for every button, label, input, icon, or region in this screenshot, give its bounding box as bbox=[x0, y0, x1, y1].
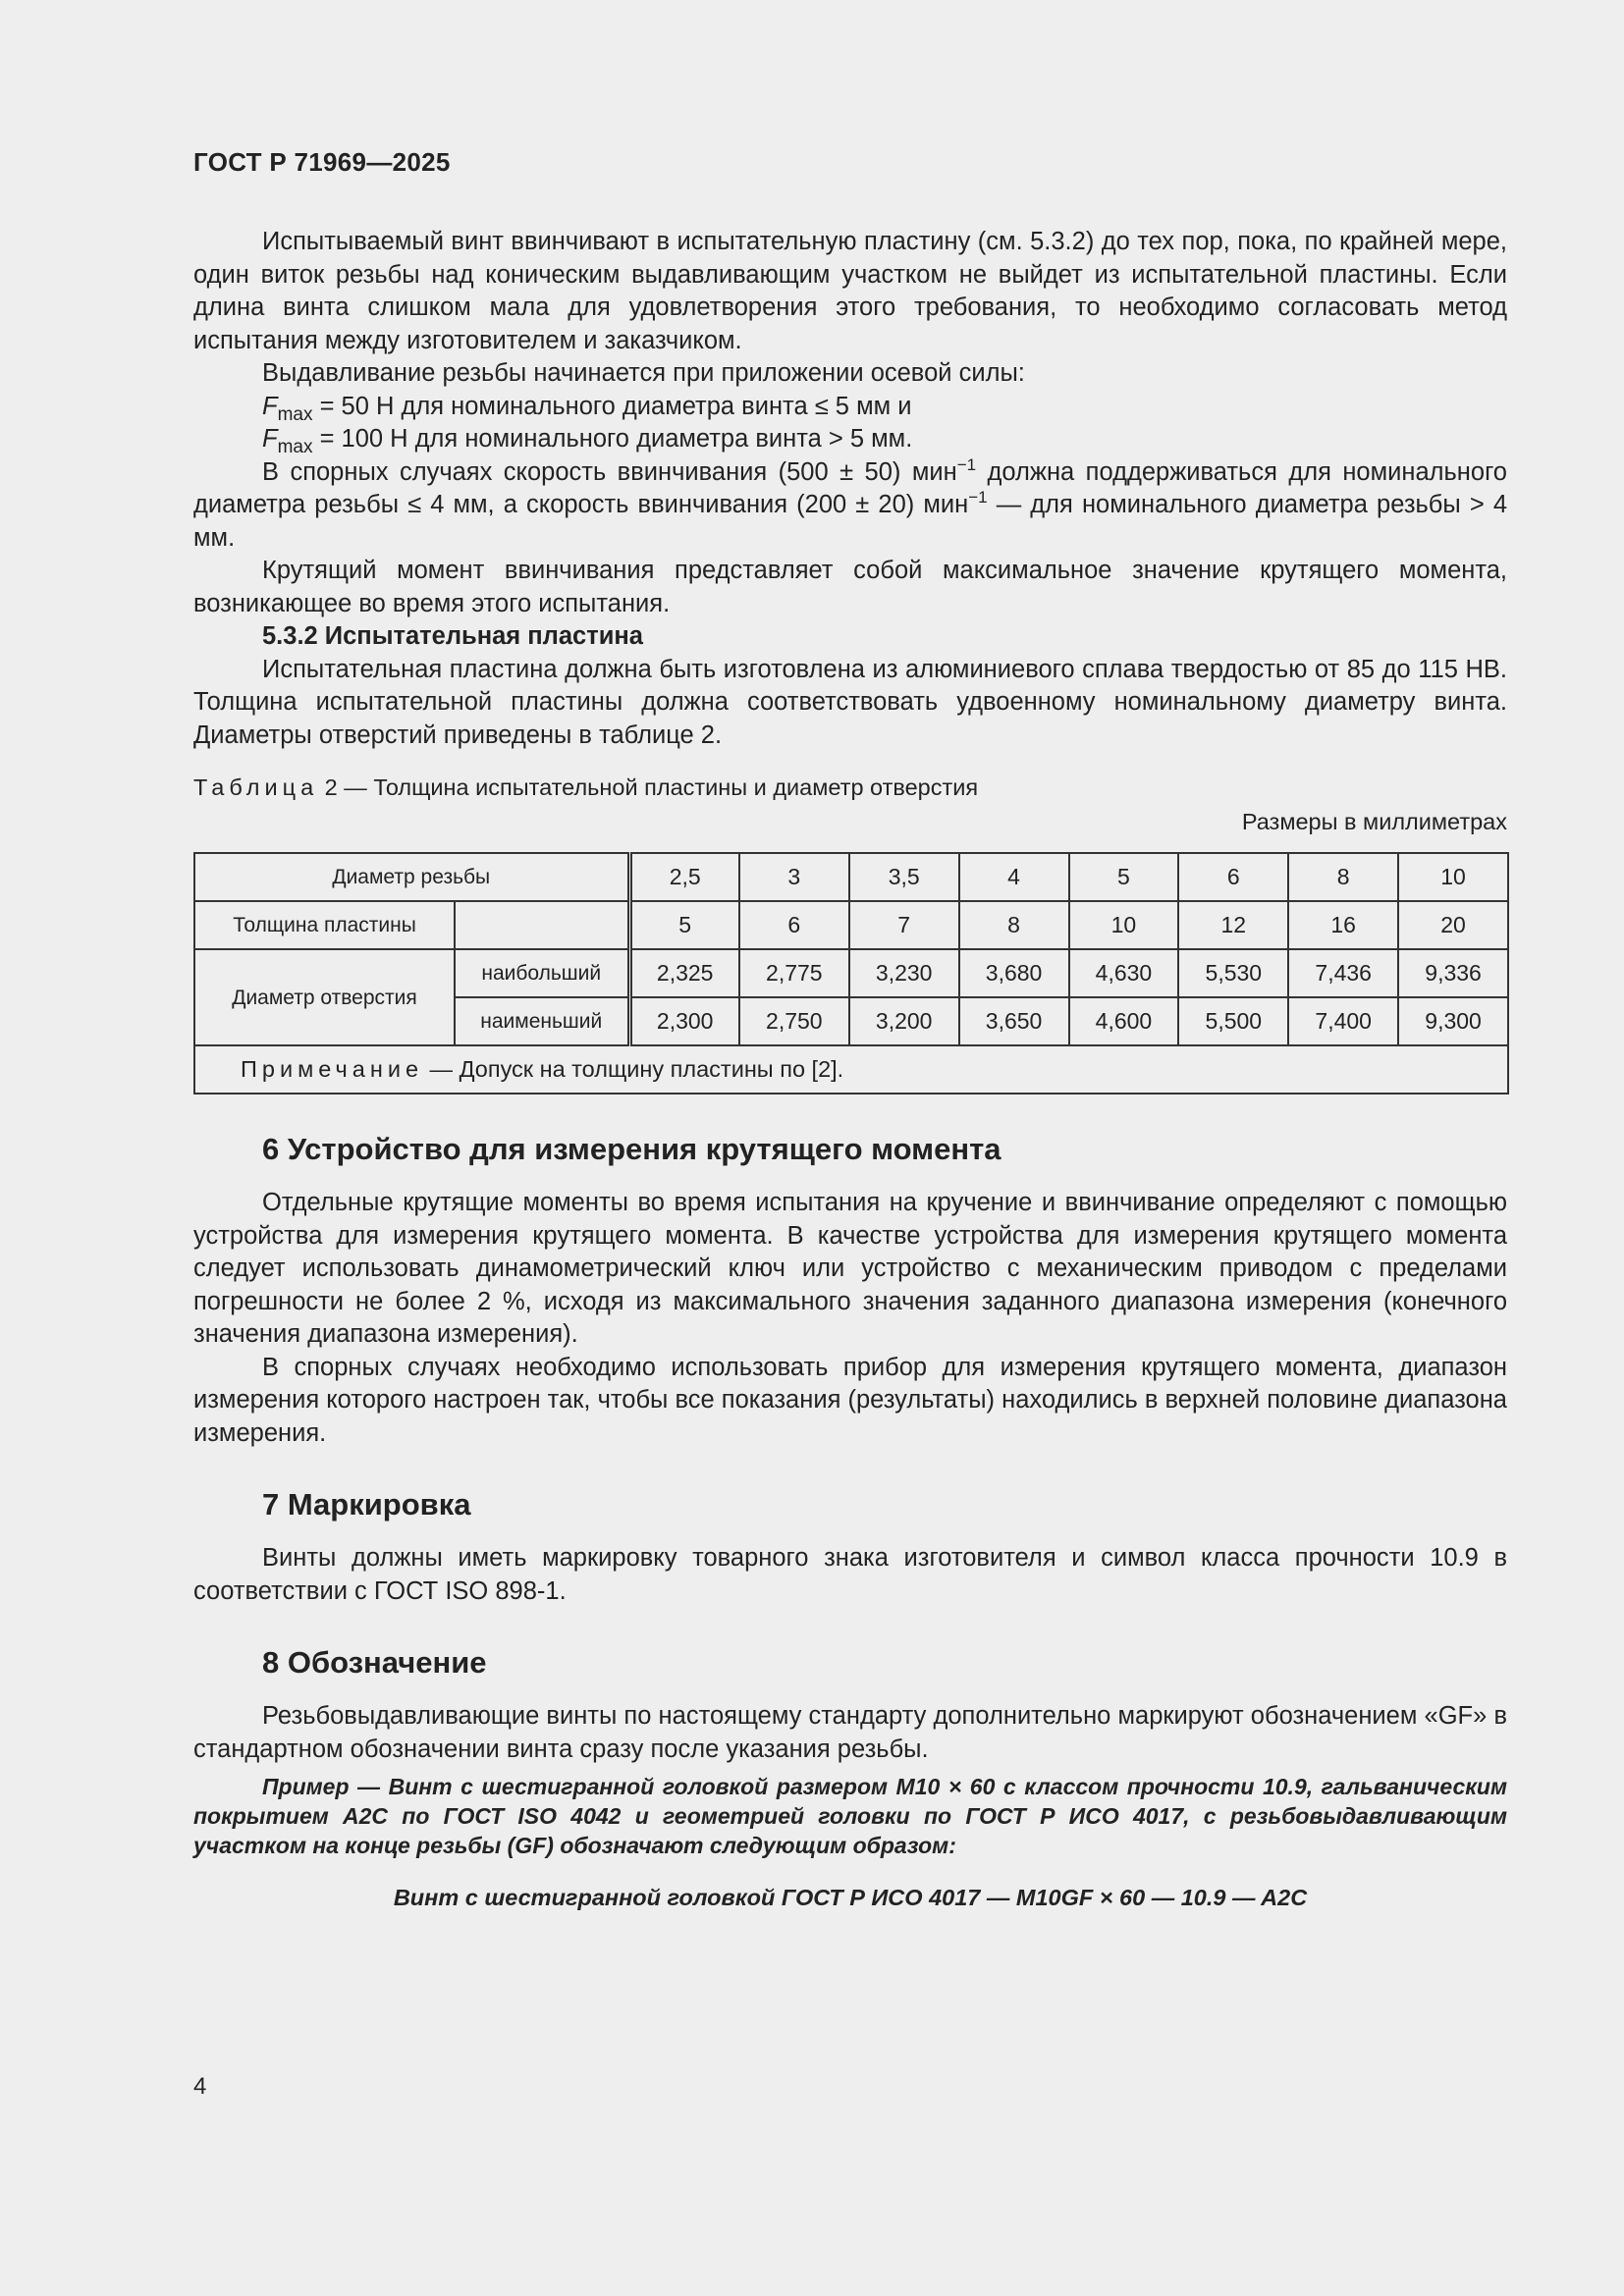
table-row-thread-diameter bbox=[194, 853, 1508, 901]
table-cell: 5,530 bbox=[1178, 949, 1288, 997]
table-caption-word: Таблица bbox=[193, 774, 319, 800]
table-caption-text: 2 — Толщина испытательной пластины и диаметр отверстия bbox=[318, 774, 979, 800]
table-cell: 2,775 bbox=[739, 949, 849, 997]
exponent: −1 bbox=[968, 488, 988, 507]
document-code-header: ГОСТ Р 71969—2025 bbox=[193, 147, 451, 177]
table-cell: 4,600 bbox=[1069, 997, 1179, 1045]
paragraph-screw-in-speed bbox=[193, 456, 1507, 556]
text-part: — для номинального диаметра резьбы > 4 мм. bbox=[193, 491, 1507, 552]
formula-text: = 100 Н для номинального диаметра винта > 5 мм. bbox=[312, 425, 913, 453]
formula-subscript: max bbox=[277, 437, 313, 457]
row-sublabel-min: наименьший bbox=[455, 997, 629, 1045]
table-cell: 3,230 bbox=[849, 949, 959, 997]
table-cell: 3,650 bbox=[959, 997, 1069, 1045]
table-cell: 2,750 bbox=[739, 997, 849, 1045]
table-cell: 10 bbox=[1069, 901, 1179, 949]
table-cell: 5 bbox=[629, 901, 739, 949]
table-cell: 9,336 bbox=[1398, 949, 1508, 997]
table-units: Размеры в миллиметрах bbox=[1241, 808, 1507, 834]
table-cell: 5,500 bbox=[1178, 997, 1288, 1045]
table-note-text: — Допуск на толщину пластины по [2]. bbox=[423, 1056, 844, 1082]
paragraph-disputed-cases: В спорных случаях необходимо использовать прибор для измерения крутящего момента, диапазон измерения которого настроен так, чтобы все показания (результаты) находились в верхней половине диапазона измерения. bbox=[193, 1353, 1507, 1447]
paragraph-designation: Резьбовыдавливающие винты по настоящему стандарту дополнительно маркируют обозначением «GF» в стандартном обозначении винта сразу после указания резьбы. bbox=[193, 1702, 1507, 1763]
table-cell: 10 bbox=[1398, 853, 1508, 901]
paragraph-test-plate: Испытательная пластина должна быть изготовлена из алюминиевого сплава твердостью от 85 до 115 НВ. Толщина испытательной пластины должна соответствовать удвоенному номинальному диаметру винта. Диаметры отверстий приведены в таблице 2. bbox=[193, 655, 1507, 749]
table-row-hole-max bbox=[194, 949, 1508, 997]
section-title-7: 7 Маркировка bbox=[262, 1487, 471, 1522]
table-cell: 6 bbox=[1178, 853, 1288, 901]
row-label-thread-diameter: Диаметр резьбы bbox=[194, 853, 629, 901]
paragraph-marking: Винты должны иметь маркировку товарного знака изготовителя и символ класса прочности 10.9 в соответствии с ГОСТ ISO 898-1. bbox=[193, 1544, 1507, 1605]
table-cell: 4 bbox=[959, 853, 1069, 901]
table-cell: 8 bbox=[1288, 853, 1398, 901]
paragraph-torque-device: Отдельные крутящие моменты во время испытания на кручение и ввинчивание определяют с помощью устройства для измерения крутящего момента. В качестве устройства для измерения крутящего момента следует использовать динамометрический ключ или устройство с механическим приводом с пределами погрешности не более 2 %, исходя из максимального значения заданного диапазона измерения (конечного значения диапазона измерения). bbox=[193, 1189, 1507, 1348]
subsection-title-5-3-2: 5.3.2 Испытательная пластина bbox=[262, 622, 643, 650]
table-cell: 3,680 bbox=[959, 949, 1069, 997]
table-note-word: Примечание bbox=[241, 1056, 424, 1082]
table-cell: 7 bbox=[849, 901, 959, 949]
page-number: 4 bbox=[193, 2073, 207, 2100]
table-cell: 7,436 bbox=[1288, 949, 1398, 997]
table-cell: 16 bbox=[1288, 901, 1398, 949]
formula-subscript: max bbox=[277, 403, 313, 425]
formula-text: = 50 Н для номинального диаметра винта ≤ 5 мм и bbox=[312, 392, 912, 420]
table-cell: 7,400 bbox=[1288, 997, 1398, 1045]
paragraph-torque: Крутящий момент ввинчивания представляет собой максимальное значение крутящего момента, возникающее во время этого испытания. bbox=[193, 557, 1507, 617]
table-note bbox=[194, 1045, 1508, 1094]
table-cell: 8 bbox=[959, 901, 1069, 949]
paragraph-axial-force: Выдавливание резьбы начинается при приложении осевой силы: bbox=[262, 359, 1025, 387]
row-label-hole-diameter: Диаметр отверстия bbox=[194, 949, 455, 1045]
table-cell: 3 bbox=[739, 853, 849, 901]
row-label-plate-thickness: Толщина пластины bbox=[194, 901, 455, 949]
table-caption bbox=[193, 772, 1507, 805]
table-cell: 20 bbox=[1398, 901, 1508, 949]
table-row-plate-thickness bbox=[194, 901, 1508, 949]
designation-example: Пример — Винт с шестигранной головкой размером М10 × 60 с классом прочности 10.9, гальваническим покрытием A2C по ГОСТ ISO 4042 и геометрией головки по ГОСТ Р ИСО 4017, с резьбовыдавливающим участком на конце резьбы (GF) обозначают следующим образом: bbox=[193, 1774, 1507, 1858]
plate-thickness-table bbox=[193, 852, 1509, 1095]
formula-fmax-100 bbox=[193, 423, 1507, 456]
formula-symbol: F bbox=[262, 425, 278, 453]
page-content bbox=[193, 226, 1507, 1915]
row-sublabel-max: наибольший bbox=[455, 949, 629, 997]
table-cell: 3,200 bbox=[849, 997, 959, 1045]
table-cell: 2,325 bbox=[629, 949, 739, 997]
table-row-note bbox=[194, 1045, 1508, 1094]
table-cell-empty bbox=[455, 901, 629, 949]
paragraph-screw-in-test: Испытываемый винт ввинчивают в испытательную пластину (см. 5.3.2) до тех пор, пока, по крайней мере, один виток резьбы над коническим выдавливающим участком не выйдет из испытательной пластины. Если длина винта слишком мала для удовлетворения этого требования, то необходимо согласовать метод испытания между изготовителем и заказчиком. bbox=[193, 228, 1507, 354]
table-cell: 12 bbox=[1178, 901, 1288, 949]
table-cell: 3,5 bbox=[849, 853, 959, 901]
formula-fmax-50 bbox=[193, 391, 1507, 424]
table-cell: 2,5 bbox=[629, 853, 739, 901]
table-cell: 9,300 bbox=[1398, 997, 1508, 1045]
designation-string: Винт с шестигранной головкой ГОСТ Р ИСО 4017 — M10GF × 60 — 10.9 — A2C bbox=[393, 1885, 1308, 1910]
section-title-6: 6 Устройство для измерения крутящего момента bbox=[262, 1132, 1001, 1166]
table-cell: 6 bbox=[739, 901, 849, 949]
text-part: должна поддерживаться для номинального диаметра резьбы ≤ 4 мм, а скорость ввинчивания (200 ± 20) мин bbox=[193, 457, 1507, 518]
table-cell: 4,630 bbox=[1069, 949, 1179, 997]
text-part: В спорных случаях скорость ввинчивания (500 ± 50) мин bbox=[262, 457, 957, 486]
formula-symbol: F bbox=[262, 392, 278, 420]
table-cell: 2,300 bbox=[629, 997, 739, 1045]
section-title-8: 8 Обозначение bbox=[262, 1645, 487, 1680]
table-cell: 5 bbox=[1069, 853, 1179, 901]
exponent: −1 bbox=[956, 454, 977, 474]
